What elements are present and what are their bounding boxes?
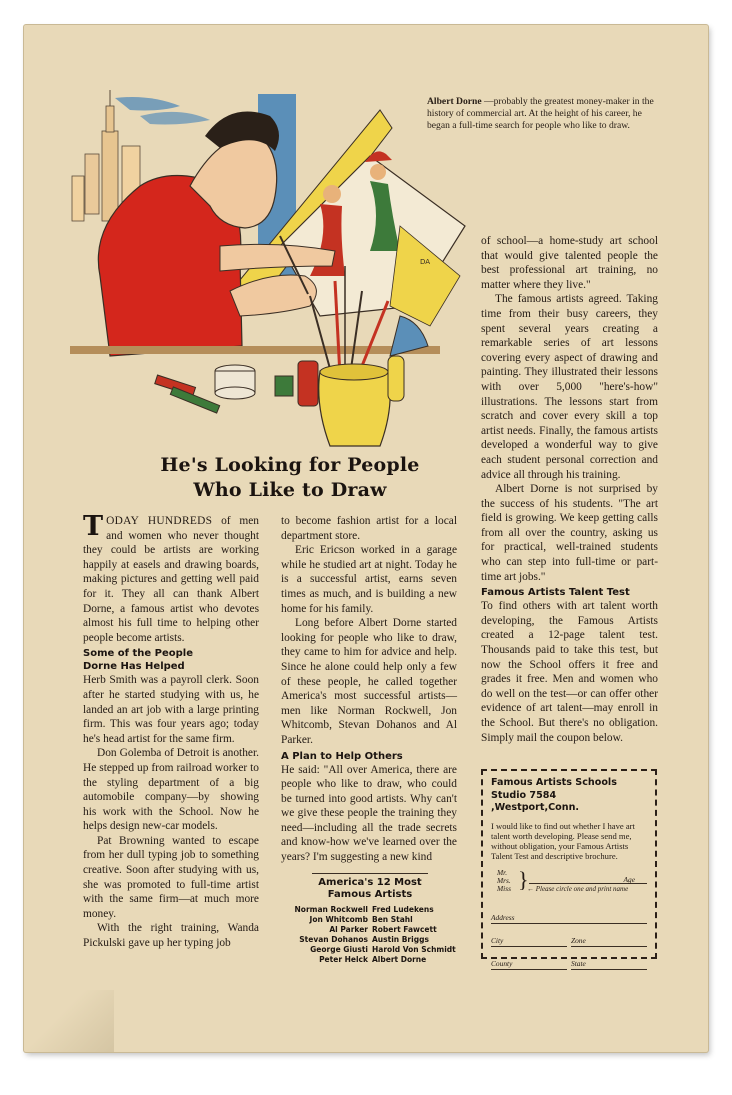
artist-name: Austin Briggs — [372, 935, 429, 944]
zone-field[interactable] — [571, 934, 647, 947]
circle-note-text: Please circle one and print name — [535, 884, 629, 893]
paragraph: To find others with art talent worth developing, the Famous Artists created a 12-page talent test. Thousands paid to take this test, but now the School offers it free and grades it free. Men and women who do well on the test—or can offer other evidence of art talent—may enroll in the School. But there's no obligation. Simply mail the coupon below. — [481, 600, 658, 744]
artist-name: Albert Dorne — [372, 955, 427, 964]
caption-text: —probably the greatest money-maker in the history of commercial art. At the height of his career, he began a full-time search for people who like to draw. — [427, 96, 654, 131]
title-miss[interactable]: Miss — [497, 883, 511, 893]
caption-name: Albert Dorne — [427, 96, 482, 107]
county-state-row — [491, 947, 647, 970]
coupon-school: Famous Artists Schools — [491, 777, 617, 788]
intro-text: of men and women who never thought they could be artists are working happily at easels and drawing boards, making pictures and getting well paid for it. They all can thank Albert Dorne, a famous artist who devotes almost his full time to helping other people become artists. — [83, 515, 259, 644]
paragraph: Eric Ericson worked in a garage while he studied art at night. Today he is a successful artist, earns seven times as much, and is building a new home for his family. — [281, 544, 457, 615]
artists-row — [282, 915, 458, 925]
title-mr[interactable]: Mr. — [497, 867, 508, 877]
artist-name: Stevan Dohanos — [299, 935, 368, 944]
subheading-line-2: Dorne Has Helped — [83, 661, 185, 673]
paragraph: Pat Browning wanted to escape from her dull typing job to something creative. Soon after studying with us, she was promoted to full-time artist with the same firm—at much more money. — [83, 834, 259, 920]
artist-name: Peter Helck — [319, 955, 368, 964]
county-label: County — [491, 959, 515, 968]
paragraph: Long before Albert Dorne started looking for people who like to draw, they came to him for advice and help. Since he alone could help only a few of these people, he called together America's most successful artists—men like Norman Rockwell, Jon Whitcomb, Stevan Dohanos and Al Parker. — [281, 617, 457, 746]
artists-row — [282, 945, 458, 955]
address-label: Address — [491, 913, 518, 922]
artists-list-title — [282, 877, 458, 901]
subheading-people-helped — [83, 647, 259, 673]
paragraph: With the right training, Wanda Pickulski gave up her typing job — [83, 922, 259, 950]
painting-signature: DA — [420, 258, 431, 266]
coupon-studio: Studio 7584 ,Westport,Conn. — [491, 789, 580, 813]
title-options[interactable] — [497, 869, 511, 893]
artists-table — [282, 905, 458, 965]
headline-line-1: He's Looking for People — [160, 454, 420, 476]
subheading-plan: A Plan to Help Others — [281, 750, 403, 762]
artist-name: George Giusti — [310, 945, 368, 954]
coupon-body: I would like to find out whether I have art talent worth developing. Please send me, without obligation, your Famous Artists Talent Test and descriptive brochure. — [491, 820, 635, 861]
table-edge — [70, 346, 440, 354]
intro-paragraph — [83, 511, 259, 645]
paragraph: Don Golemba of Detroit is another. He stepped up from railroad worker to the styling department of a big automobile company—by showing his work with the School. Now he helps design new-car models. — [83, 747, 259, 833]
title-mrs[interactable]: Mrs. — [497, 875, 511, 885]
drop-cap: T — [83, 511, 104, 542]
artist-name: Jon Whitcomb — [309, 915, 368, 924]
artist-name: Al Parker — [329, 925, 368, 934]
city-field[interactable] — [491, 934, 567, 947]
zone-label: Zone — [571, 936, 589, 945]
subheading-talent-test: Famous Artists Talent Test — [481, 587, 630, 599]
article-column-1 — [83, 511, 259, 951]
paragraph: He said: "All over America, there are people who like to draw, who could be turned into good artists. Why can't we give these people the training they need—including all the trade secrets and know-how we've learned over the years? I'm suggesting a new kind — [281, 763, 457, 864]
state-field[interactable] — [571, 957, 647, 970]
paragraph: The famous artists agreed. Taking time from their busy careers, they spent several years creating a remarkable series of art lessons covering every aspect of drawing and painting. They illustrated their lessons with over 5,000 "here's-how" illustrations. The lessons start from scratch and cover every skill a top artist needs. Finally, the famous artists developed a wonderful way to give each student personal correction and advice all through his training. — [481, 293, 658, 481]
headline-line-2: Who Like to Draw — [193, 479, 387, 501]
albert-dorne-illustration — [70, 76, 470, 456]
paragraph: Herb Smith was a payroll clerk. Soon after he started studying with us, he landed an art job with a large printing firm. This was four years ago; today he's head artist for the same firm. — [83, 674, 259, 745]
article-column-3 — [481, 234, 658, 745]
artists-row — [282, 925, 458, 935]
illustration-caption — [427, 96, 667, 132]
subheading-line-1: Some of the People — [83, 648, 193, 660]
city-zone-row — [491, 924, 647, 947]
article-column-2 — [281, 514, 457, 865]
artist-name: Norman Rockwell — [294, 905, 368, 914]
mail-in-coupon[interactable] — [481, 769, 657, 968]
artists-title-line-1: America's 12 Most — [318, 877, 422, 888]
paragraph: Albert Dorne is not surprised by the success of his students. "The art field is growing. We keep getting calls from all over the country, asking us for practical, well-trained students who can step into full-time or part-time art jobs." — [481, 483, 658, 583]
brace-glyph: } — [518, 866, 529, 892]
county-field[interactable] — [491, 957, 567, 970]
divider — [312, 873, 428, 874]
headline — [100, 453, 480, 503]
artist-name: Ben Stahl — [372, 915, 413, 924]
circle-note: ← Please circle one and print name — [527, 884, 629, 893]
name-field[interactable] — [491, 866, 647, 901]
artists-row — [282, 905, 458, 915]
famous-artists-list — [282, 873, 458, 965]
age-label: Age — [623, 874, 635, 884]
intro-smallcaps: ODAY HUNDREDS — [106, 515, 213, 527]
artist-name: Fred Ludekens — [372, 905, 434, 914]
city-label: City — [491, 936, 506, 945]
paragraph: of school—a home-study art school that would give talented people the best professional art training, no matter where they live." — [481, 235, 658, 291]
artists-row — [282, 955, 458, 965]
paragraph: to become fashion artist for a local department store. — [281, 515, 457, 542]
artists-row — [282, 935, 458, 945]
address-field[interactable] — [491, 911, 647, 924]
artist-name: Harold Von Schmidt — [372, 945, 456, 954]
artist-name: Robert Fawcett — [372, 925, 437, 934]
state-label: State — [571, 959, 589, 968]
page-wear-stain — [24, 990, 114, 1052]
artists-title-line-2: Famous Artists — [327, 889, 413, 900]
